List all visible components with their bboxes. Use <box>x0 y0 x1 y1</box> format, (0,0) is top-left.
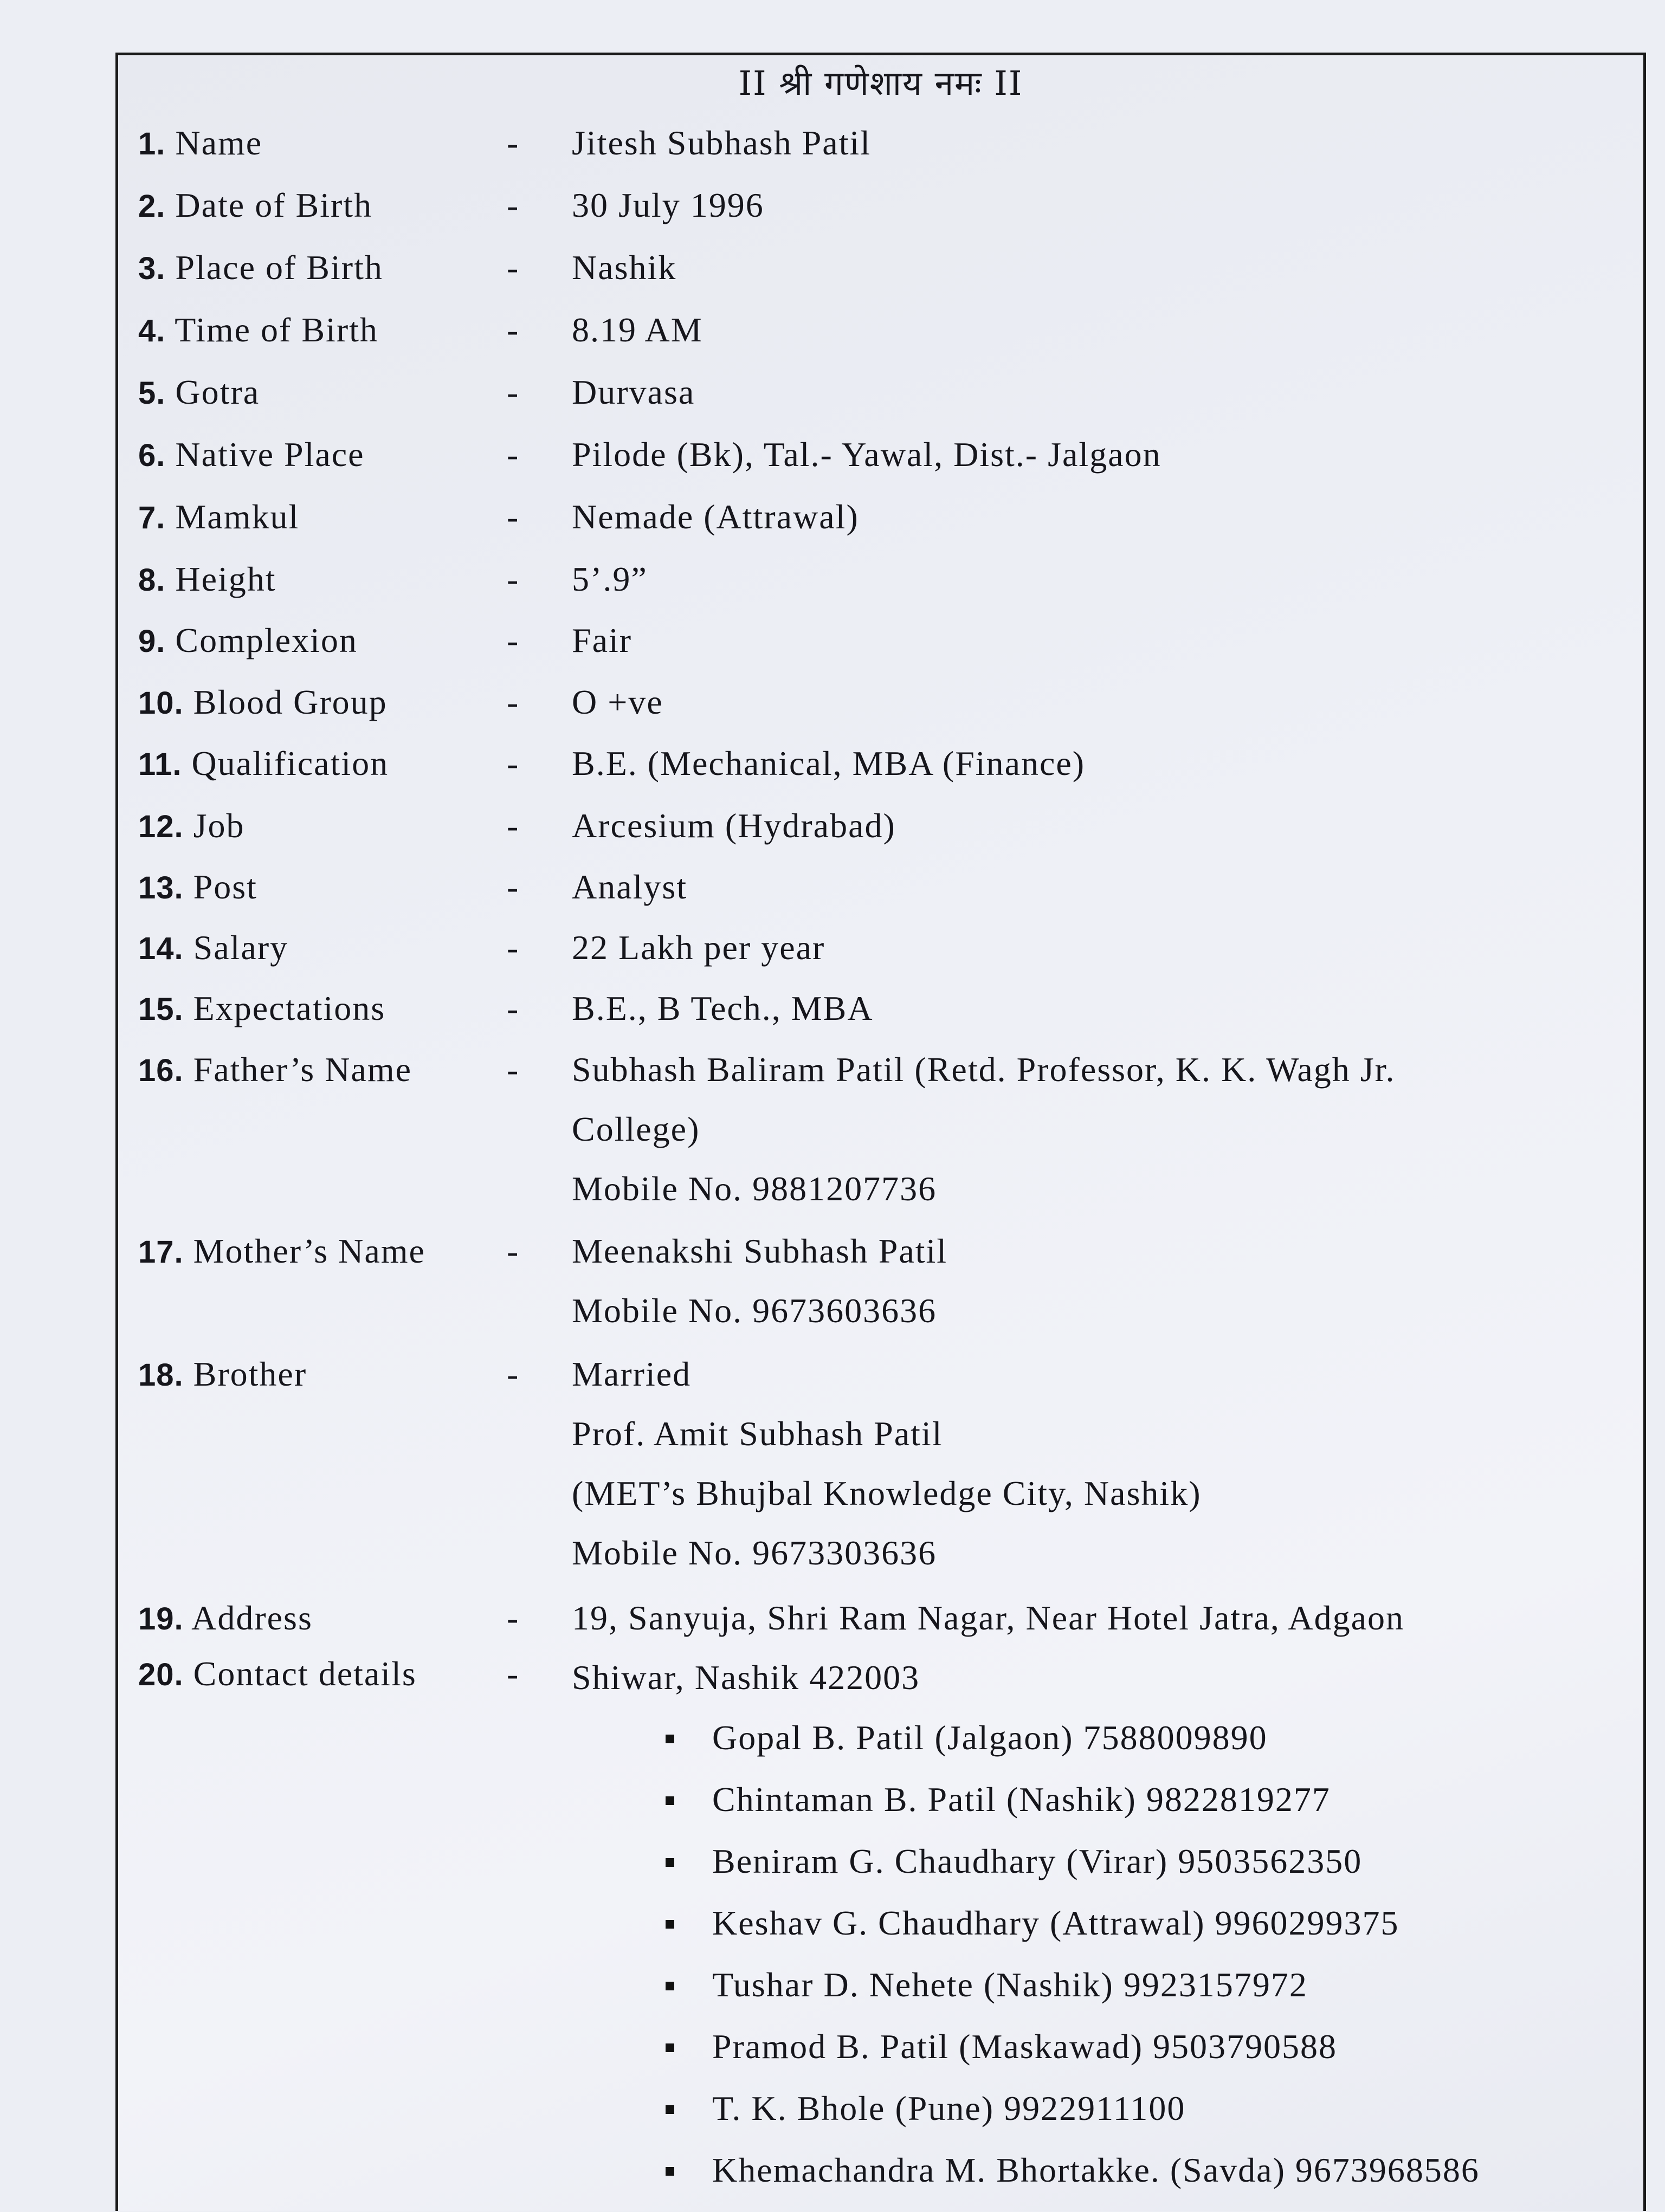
field-value-line: B.E. (Mechanical, MBA (Finance) <box>572 744 1086 782</box>
field-value-line: Arcesium (Hydrabad) <box>572 806 896 845</box>
field-label <box>138 1234 425 1269</box>
field-label-text: Contact details <box>193 1654 417 1693</box>
field-separator: - <box>507 497 519 536</box>
field-separator: - <box>507 683 519 721</box>
field-value <box>572 562 648 622</box>
field-separator: - <box>507 311 519 349</box>
field-number: 2. <box>138 189 166 224</box>
field-value <box>572 497 859 559</box>
contact-text: Tushar D. Nehete (Nashik) 9923157972 <box>712 1965 1308 2004</box>
field-value-line: Nashik <box>572 248 677 287</box>
field-label-text: Qualification <box>191 744 389 782</box>
field-number: 17. <box>138 1234 184 1270</box>
field-separator: - <box>507 744 519 782</box>
bullet-icon <box>666 2105 674 2114</box>
field-separator: - <box>507 806 519 845</box>
field-value-line: 8.19 AM <box>572 311 703 349</box>
field-label-text: Father’s Name <box>193 1050 412 1089</box>
field-label <box>138 188 372 223</box>
field-value-line: Fair <box>572 621 633 659</box>
bullet-icon <box>666 2167 674 2176</box>
field-label-text: Blood Group <box>193 683 388 721</box>
field-separator: - <box>507 621 519 659</box>
contact-item <box>666 2150 1480 2212</box>
field-separator: - <box>507 124 519 162</box>
contact-text: T. K. Bhole (Pune) 9922911100 <box>712 2089 1186 2127</box>
contact-text: Beniram G. Chaudhary (Virar) 9503562350 <box>712 1842 1363 1880</box>
field-value <box>572 250 676 310</box>
field-value <box>572 870 687 929</box>
field-label-text: Salary <box>193 928 289 967</box>
field-number: 20. <box>138 1657 184 1692</box>
field-value-line: Prof. Amit Subhash Patil <box>572 1414 943 1453</box>
field-label <box>138 685 388 720</box>
field-number: 4. <box>138 313 166 348</box>
field-label <box>138 375 260 410</box>
field-label <box>138 1357 307 1392</box>
field-value-line: Mobile No. 9673303636 <box>572 1534 937 1572</box>
field-label <box>138 562 276 597</box>
field-value-line: Meenakshi Subhash Patil <box>572 1232 948 1270</box>
field-number: 18. <box>138 1357 184 1393</box>
field-separator: - <box>507 1232 519 1270</box>
biodata-page <box>115 53 1646 2211</box>
field-number: 3. <box>138 251 166 286</box>
field-number: 13. <box>138 870 184 906</box>
field-number: 11. <box>138 747 182 782</box>
bullet-icon <box>666 1796 674 1805</box>
field-value-line: O +ve <box>572 683 663 721</box>
field-separator: - <box>507 1654 519 1693</box>
field-value <box>572 930 825 990</box>
field-value-line: Subhash Baliram Patil (Retd. Professor, K. K. Wagh Jr. <box>572 1050 1396 1089</box>
contact-text: Keshav G. Chaudhary (Attrawal) 9960299375 <box>712 1904 1399 1942</box>
field-label <box>138 497 300 536</box>
field-value <box>572 1357 1202 1595</box>
field-value <box>572 437 1161 497</box>
bullet-icon <box>666 1982 674 1990</box>
field-value-line: Jitesh Subhash Patil <box>572 124 872 162</box>
field-number: 6. <box>138 438 166 473</box>
field-label <box>138 806 245 845</box>
page-header: II श्री गणेशाय नमः II <box>738 63 1023 103</box>
bullet-icon <box>666 1858 674 1867</box>
field-number: 15. <box>138 992 184 1027</box>
field-label-text: Mother’s Name <box>193 1232 425 1270</box>
field-label <box>138 1654 417 1693</box>
contact-item <box>666 1903 1480 1965</box>
field-label-text: Time of Birth <box>175 311 378 349</box>
contact-item <box>666 2027 1480 2088</box>
field-label <box>138 126 262 160</box>
field-value <box>572 1052 1395 1231</box>
field-value <box>572 313 703 372</box>
field-number: 19. <box>138 1601 184 1637</box>
field-separator: - <box>507 373 519 411</box>
contact-item <box>666 1718 1480 1780</box>
field-separator: - <box>507 435 519 474</box>
field-label <box>138 313 378 347</box>
field-label <box>138 623 358 658</box>
field-label <box>138 870 257 904</box>
field-value-line: 19, Sanyuja, Shri Ram Nagar, Near Hotel Jatra, Adgaon <box>572 1599 1404 1637</box>
contact-text: Khemachandra M. Bhortakke. (Savda) 9673968586 <box>712 2151 1480 2189</box>
field-label-text: Expectations <box>193 989 386 1027</box>
field-separator: - <box>507 868 519 906</box>
field-value-line: College) <box>572 1110 700 1148</box>
field-label-text: Name <box>175 124 263 162</box>
field-number: 1. <box>138 126 166 161</box>
bullet-icon <box>666 2043 674 2052</box>
field-value <box>572 126 871 185</box>
field-label-text: Complexion <box>175 621 358 659</box>
field-label <box>138 930 288 965</box>
field-number: 16. <box>138 1053 184 1088</box>
field-value-line: Pilode (Bk), Tal.- Yawal, Dist.- Jalgaon <box>572 435 1161 474</box>
field-separator: - <box>507 186 519 224</box>
field-value <box>572 623 632 683</box>
contact-item <box>666 1780 1480 1841</box>
field-number: 12. <box>138 809 184 844</box>
field-separator: - <box>507 248 519 287</box>
bullet-icon <box>666 1920 674 1929</box>
contact-text: Chintaman B. Patil (Nashik) 9822819277 <box>712 1780 1331 1819</box>
field-value-line: Analyst <box>572 868 688 906</box>
field-label-text: Native Place <box>175 435 365 474</box>
contact-item <box>666 1841 1480 1903</box>
field-label <box>138 1601 313 1635</box>
contact-list <box>666 1718 1480 2212</box>
field-value-line: B.E., B Tech., MBA <box>572 989 874 1027</box>
field-value <box>572 1601 1404 1720</box>
field-value-line: Married <box>572 1355 692 1393</box>
field-number: 10. <box>138 685 184 721</box>
bullet-icon <box>666 1735 674 1743</box>
field-label <box>138 991 385 1026</box>
field-value <box>572 746 1085 806</box>
field-value <box>572 188 764 248</box>
field-number: 9. <box>138 624 166 659</box>
field-value <box>572 375 695 435</box>
field-label <box>138 746 389 781</box>
field-number: 7. <box>138 500 166 535</box>
field-value <box>572 806 896 868</box>
field-label-text: Date of Birth <box>175 186 373 224</box>
field-number: 14. <box>138 931 184 966</box>
field-value-line: 5’.9” <box>572 560 648 598</box>
field-value <box>572 1234 947 1353</box>
field-number: 5. <box>138 376 166 411</box>
field-label-text: Job <box>193 806 245 845</box>
field-separator: - <box>507 1599 519 1637</box>
field-value-line: 22 Lakh per year <box>572 928 825 967</box>
contact-item <box>666 1965 1480 2027</box>
field-label-text: Brother <box>193 1355 307 1393</box>
field-label <box>138 437 365 472</box>
field-value-line: (MET’s Bhujbal Knowledge City, Nashik) <box>572 1474 1202 1512</box>
field-separator: - <box>507 928 519 967</box>
contact-item <box>666 2088 1480 2150</box>
field-label-text: Height <box>175 560 276 598</box>
field-label-text: Mamkul <box>175 497 300 536</box>
field-label-text: Gotra <box>175 373 260 411</box>
field-label-text: Post <box>193 868 257 906</box>
field-label-text: Address <box>191 1599 313 1637</box>
field-separator: - <box>507 989 519 1027</box>
field-value <box>572 685 663 745</box>
contact-text: Gopal B. Patil (Jalgaon) 7588009890 <box>712 1718 1268 1757</box>
field-separator: - <box>507 560 519 598</box>
field-value-line: Nemade (Attrawal) <box>572 497 859 536</box>
field-label <box>138 250 383 285</box>
field-label-text: Place of Birth <box>175 248 383 287</box>
field-value-line: Durvasa <box>572 373 695 411</box>
field-value-line: Shiwar, Nashik 422003 <box>572 1658 920 1697</box>
contact-text: Pramod B. Patil (Maskawad) 9503790588 <box>712 2027 1337 2066</box>
field-separator: - <box>507 1355 519 1393</box>
field-number: 8. <box>138 562 166 598</box>
field-separator: - <box>507 1050 519 1089</box>
field-label <box>138 1052 412 1087</box>
field-value-line: 30 July 1996 <box>572 186 764 224</box>
field-value-line: Mobile No. 9881207736 <box>572 1169 937 1208</box>
field-value <box>572 991 874 1051</box>
field-value-line: Mobile No. 9673603636 <box>572 1291 937 1330</box>
